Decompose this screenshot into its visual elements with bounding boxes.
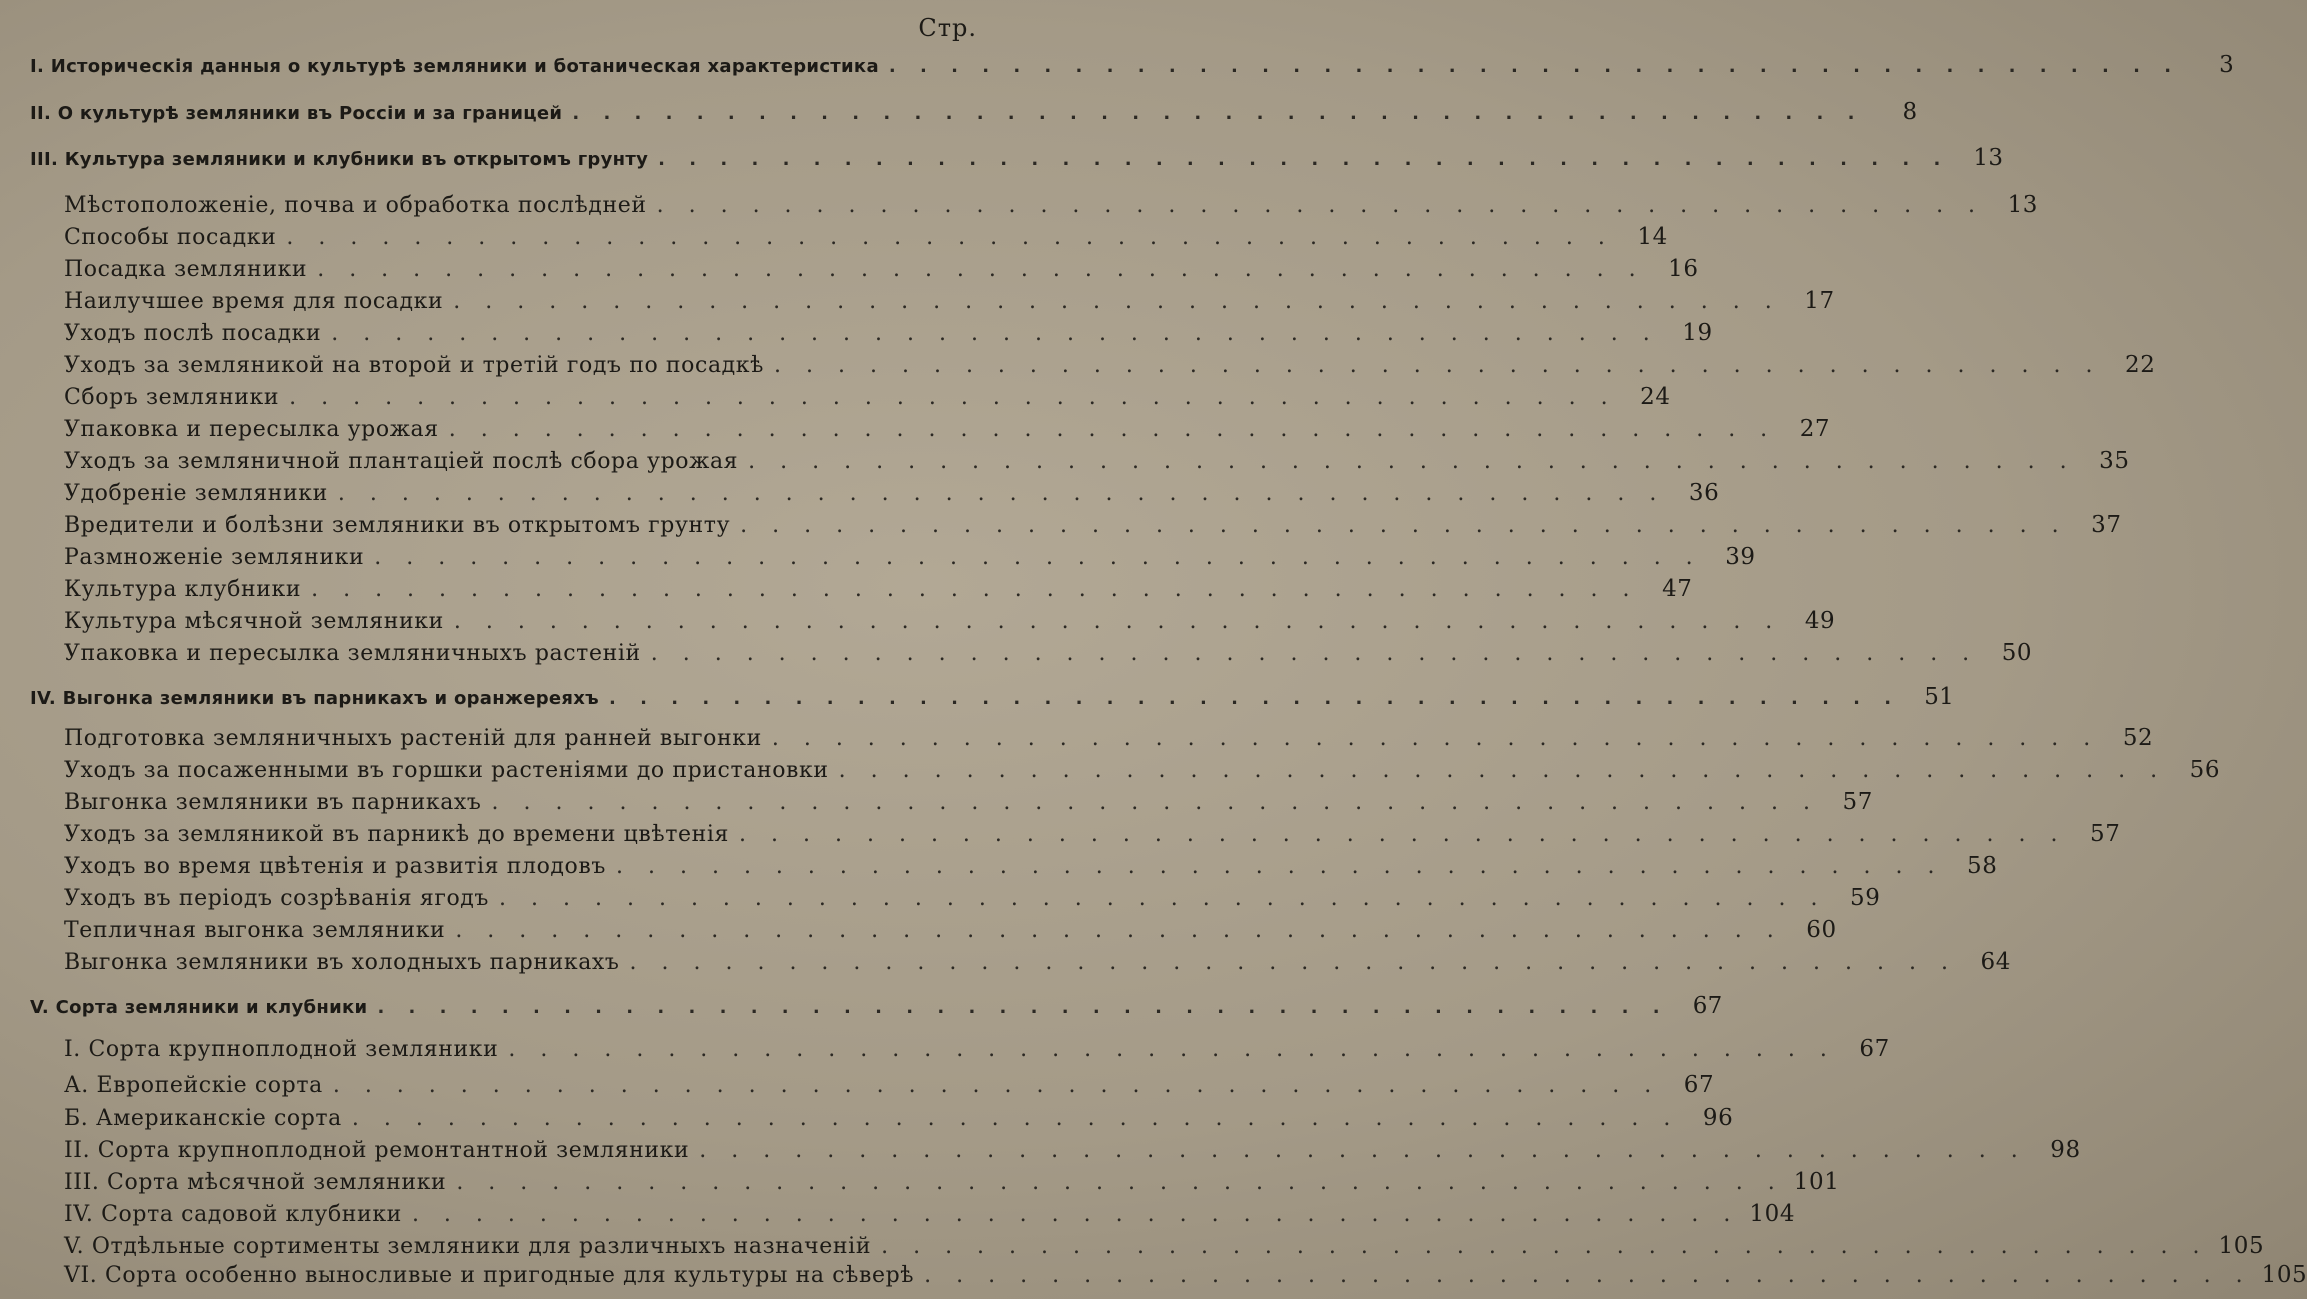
toc-page-number: 52 bbox=[2122, 725, 2154, 751]
toc-page-number: 67 bbox=[1859, 1036, 1890, 1062]
toc-entry-title: II. Сорта крупноплодной ремонтантной земляники bbox=[64, 1138, 690, 1163]
dot-leader: . . . . . . . . . . . . . . . . . . . . . . . . . . . . . . . . . . . . . . . . . . bbox=[924, 1263, 2252, 1288]
toc-entry-title: Культура клубники bbox=[64, 577, 302, 602]
toc-page-number: 59 bbox=[1850, 885, 1881, 911]
toc-page-number: 104 bbox=[1749, 1201, 1796, 1227]
dot-leader: . . . . . . . . . . . . . . . . . . . . . . . . . . . . . . . . . . . . . . . . . . bbox=[881, 1234, 2209, 1259]
toc-entry-title: Уходъ за земляникой на второй и третій годъ по посадкѣ bbox=[64, 353, 765, 378]
toc-page-number: 39 bbox=[1725, 544, 1756, 570]
toc-page-number: 19 bbox=[1682, 320, 1713, 346]
toc-page-number: 60 bbox=[1806, 917, 1837, 943]
toc-entry-title: Вредители и болѣзни земляники въ открытомъ грунту bbox=[64, 513, 731, 538]
dot-leader: . . . . . . . . . . . . . . . . . . . . . . . . . . . . . . . . . . . . . . . . . . bbox=[616, 854, 1944, 879]
dot-leader: . . . . . . . . . . . . . . . . . . . . . . . . . . . . . . . . . . . . . . . . . . bbox=[572, 103, 1864, 124]
toc-section-row bbox=[0, 725, 2154, 751]
toc-entry-title: VI. Сорта особенно выносливые и пригодные для культуры на сѣверѣ bbox=[64, 1263, 915, 1288]
toc-page-number: 101 bbox=[1793, 1169, 1840, 1195]
toc-section-row bbox=[0, 384, 1671, 410]
toc-section-row bbox=[0, 640, 2033, 666]
dot-leader: . . . . . . . . . . . . . . . . . . . . . . . . . . . . . . . . . . . . . . . . . . bbox=[455, 918, 1783, 943]
toc-entry-title: Сборъ земляники bbox=[64, 385, 280, 410]
toc-page-number: 3 bbox=[2219, 52, 2235, 78]
toc-entry-title: III. Культура земляники и клубники въ открытомъ грунту bbox=[30, 149, 649, 170]
toc-entry-title: Посадка земляники bbox=[64, 257, 308, 282]
dot-leader: . . . . . . . . . . . . . . . . . . . . . . . . . . . . . . . . . . . . . . . . . . bbox=[453, 609, 1782, 634]
toc-page-number: 57 bbox=[2090, 821, 2121, 847]
toc-entry-title: IV. Выгонка земляники въ парникахъ и оранжереяхъ bbox=[30, 688, 599, 709]
toc-page-number: 64 bbox=[1980, 949, 2011, 975]
toc-entry-title: Культура мѣсячной земляники bbox=[64, 609, 444, 634]
toc-entry-title: Б. Американскіе сорта bbox=[64, 1106, 342, 1131]
toc-entry-title: I. Сорта крупноплодной земляники bbox=[64, 1037, 499, 1062]
toc-entry-title: Уходъ за земляничной плантаціей послѣ сбора урожая bbox=[64, 449, 739, 474]
toc-page-number: 67 bbox=[1692, 993, 1723, 1019]
dot-leader: . . . . . . . . . . . . . . . . . . . . . . . . . . . . . . . . . . . . . . . . . . bbox=[658, 149, 1950, 170]
toc-page-number: 58 bbox=[1966, 853, 1998, 879]
toc-page-number: 67 bbox=[1683, 1072, 1715, 1098]
toc-page-number: 35 bbox=[2099, 448, 2130, 474]
toc-entry-title: III. Сорта мѣсячной земляники bbox=[64, 1170, 447, 1195]
toc-page-number: 105 bbox=[2218, 1233, 2265, 1259]
toc-section-row bbox=[0, 757, 2221, 783]
dot-leader: . . . . . . . . . . . . . . . . . . . . . . . . . . . . . . . . . . . . . . . . . . bbox=[317, 257, 1645, 282]
dot-leader: . . . . . . . . . . . . . . . . . . . . . . . . . . . . . . . . . . . . . . . . . . bbox=[748, 449, 2076, 474]
toc-section-row bbox=[0, 853, 1998, 879]
dot-leader: . . . . . . . . . . . . . . . . . . . . . . . . . . . . . . . . . . . . . . . . . . bbox=[499, 886, 1827, 911]
toc-section-row bbox=[0, 512, 2122, 538]
toc-section-row bbox=[0, 1036, 1890, 1062]
toc-section-row bbox=[0, 544, 1756, 570]
dot-leader: . . . . . . . . . . . . . . . . . . . . . . . . . . . . . . . . . . . . . . . . . . bbox=[453, 289, 1781, 314]
toc-page-number: 13 bbox=[2007, 192, 2039, 218]
toc-entry-title: Подготовка земляничныхъ растеній для ранней выгонки bbox=[64, 726, 762, 751]
dot-leader: . . . . . . . . . . . . . . . . . . . . . . . . . . . . . . . . . . . . . . . . . . bbox=[656, 193, 1985, 218]
toc-section-row bbox=[0, 821, 2121, 847]
toc-section-row bbox=[0, 256, 1699, 282]
dot-leader: . . . . . . . . . . . . . . . . . . . . . . . . . . . . . . . . . . . . . . . . . . bbox=[740, 513, 2068, 538]
dot-leader: . . . . . . . . . . . . . . . . . . . . . . . . . . . . . . . . . . . . . . . . . . bbox=[771, 726, 2100, 751]
toc-section-row bbox=[0, 789, 1873, 815]
toc-page-number: 57 bbox=[1842, 789, 1873, 815]
toc-page-number: 36 bbox=[1688, 480, 1720, 506]
dot-leader: . . . . . . . . . . . . . . . . . . . . . . . . . . . . . . . . . . . . . . . . . . bbox=[332, 1073, 1661, 1098]
dot-leader: . . . . . . . . . . . . . . . . . . . . . . . . . . . . . . . . . . . . . . . . . . bbox=[351, 1106, 1680, 1131]
dot-leader: . . . . . . . . . . . . . . . . . . . . . . . . . . . . . . . . . . . . . . . . . . bbox=[448, 417, 1777, 442]
toc-section-row bbox=[0, 1105, 1734, 1131]
toc-page-number: 16 bbox=[1668, 256, 1699, 282]
toc-entry-title: Мѣстоположеніе, почва и обработка послѣдней bbox=[64, 193, 647, 218]
toc-page-number: 8 bbox=[1902, 99, 1918, 125]
toc-entry-title: II. О культурѣ земляники въ Россіи и за границей bbox=[30, 103, 563, 124]
toc-section-row bbox=[0, 949, 2011, 975]
toc-page-number: 50 bbox=[2001, 640, 2033, 666]
toc-entry-title: V. Сорта земляники и клубники bbox=[30, 997, 368, 1018]
toc-page-number: 56 bbox=[2189, 757, 2221, 783]
toc-entry-title: Выгонка земляники въ холодныхъ парникахъ bbox=[64, 950, 620, 975]
toc-entry-title: Тепличная выгонка земляники bbox=[64, 918, 446, 943]
toc-section-row bbox=[0, 352, 2156, 378]
toc-page-number: 49 bbox=[1804, 608, 1836, 634]
dot-leader: . . . . . . . . . . . . . . . . . . . . . . . . . . . . . . . . . . . . . . . . . . bbox=[508, 1037, 1836, 1062]
toc-section-row bbox=[0, 576, 1693, 602]
dot-leader: . . . . . . . . . . . . . . . . . . . . . . . . . . . . . . . . . . . . . . . . . . bbox=[739, 822, 2067, 847]
toc-section-row bbox=[0, 320, 1713, 346]
toc-section-row bbox=[0, 480, 1720, 506]
page-column-header: Стр. bbox=[918, 14, 977, 42]
dot-leader: . . . . . . . . . . . . . . . . . . . . . . . . . . . . . . . . . . . . . . . . . . bbox=[411, 1202, 1740, 1227]
toc-entry-title: Уходъ за земляникой въ парникѣ до времени цвѣтенія bbox=[64, 822, 730, 847]
toc-page-number: 51 bbox=[1924, 684, 1955, 710]
toc-page-number: 24 bbox=[1640, 384, 1671, 410]
dot-leader: . . . . . . . . . . . . . . . . . . . . . . . . . . . . . . . . . . . . . . . . . . bbox=[774, 353, 2102, 378]
toc-entry-title: Наилучшее время для посадки bbox=[64, 289, 444, 314]
toc-chapter-row bbox=[0, 52, 2235, 78]
toc-entry-title: Уходъ въ періодъ созрѣванія ягодъ bbox=[64, 886, 490, 911]
toc-entry-title: Уходъ во время цвѣтенія и развитія плодовъ bbox=[64, 854, 606, 879]
dot-leader: . . . . . . . . . . . . . . . . . . . . . . . . . . . . . . . . . . . . . . . . . . bbox=[331, 321, 1659, 346]
toc-page-number: 14 bbox=[1637, 224, 1668, 250]
toc-chapter-row bbox=[0, 145, 2004, 171]
dot-leader: . . . . . . . . . . . . . . . . . . . . . . . . . . . . . . . . . . . . . . . . . . bbox=[491, 790, 1819, 815]
toc-section-row bbox=[0, 1201, 1796, 1227]
toc-section-row bbox=[0, 416, 1831, 442]
toc-section-row bbox=[0, 608, 1836, 634]
toc-chapter-row bbox=[0, 993, 1723, 1019]
dot-leader: . . . . . . . . . . . . . . . . . . . . . . . . . . . . . . . . . . . . . . . . . . bbox=[377, 997, 1669, 1018]
toc-section-row bbox=[0, 1169, 1840, 1195]
toc-entry-title: Выгонка земляники въ парникахъ bbox=[64, 790, 482, 815]
toc-entry-title: Удобреніе земляники bbox=[64, 481, 328, 506]
toc-page-number: 47 bbox=[1662, 576, 1693, 602]
toc-entry-title: Упаковка и пересылка земляничныхъ растеній bbox=[64, 641, 641, 666]
toc-page-number: 98 bbox=[2050, 1137, 2081, 1163]
toc-entry-title: I. Историческія данныя о культурѣ земляники и ботаническая характеристика bbox=[30, 56, 879, 77]
toc-section-row bbox=[0, 1137, 2081, 1163]
toc-page-number: 96 bbox=[1702, 1105, 1734, 1131]
toc-section-row bbox=[0, 288, 1835, 314]
toc-entry-title: Размноженіе земляники bbox=[64, 545, 365, 570]
dot-leader: . . . . . . . . . . . . . . . . . . . . . . . . . . . . . . . . . . . . . . . . . . bbox=[609, 688, 1901, 709]
toc-section-row bbox=[0, 192, 2039, 218]
dot-leader: . . . . . . . . . . . . . . . . . . . . . . . . . . . . . . . . . . . . . . . . . . bbox=[629, 950, 1957, 975]
dot-leader: . . . . . . . . . . . . . . . . . . . . . . . . . . . . . . . . . . . . . . . . . . bbox=[650, 641, 1979, 666]
toc-section-row bbox=[0, 1072, 1715, 1098]
toc-entry-title: Упаковка и пересылка урожая bbox=[64, 417, 439, 442]
toc-section-row bbox=[0, 1262, 2307, 1288]
toc-entry-title: Способы посадки bbox=[64, 225, 277, 250]
dot-leader: . . . . . . . . . . . . . . . . . . . . . . . . . . . . . . . . . . . . . . . . . . bbox=[289, 385, 1617, 410]
dot-leader: . . . . . . . . . . . . . . . . . . . . . . . . . . . . . . . . . . . . . . . . . . bbox=[888, 56, 2181, 77]
toc-page-number: 13 bbox=[1973, 145, 2004, 171]
toc-page-number: 27 bbox=[1799, 416, 1831, 442]
toc-page-number: 17 bbox=[1804, 288, 1835, 314]
toc-section-row bbox=[0, 917, 1837, 943]
dot-leader: . . . . . . . . . . . . . . . . . . . . . . . . . . . . . . . . . . . . . . . . . . bbox=[337, 481, 1666, 506]
toc-entry-title: Уходъ послѣ посадки bbox=[64, 321, 322, 346]
toc-section-row bbox=[0, 448, 2130, 474]
dot-leader: . . . . . . . . . . . . . . . . . . . . . . . . . . . . . . . . . . . . . . . . . . bbox=[456, 1170, 1784, 1195]
toc-page-number: 105 bbox=[2261, 1262, 2307, 1288]
toc-entry-title: V. Отдѣльные сортименты земляники для различныхъ назначеній bbox=[64, 1234, 872, 1259]
dot-leader: . . . . . . . . . . . . . . . . . . . . . . . . . . . . . . . . . . . . . . . . . . bbox=[286, 225, 1614, 250]
dot-leader: . . . . . . . . . . . . . . . . . . . . . . . . . . . . . . . . . . . . . . . . . . bbox=[838, 758, 2167, 783]
toc-page-number: 37 bbox=[2091, 512, 2122, 538]
toc-section-row bbox=[0, 224, 1668, 250]
toc-entry-title: А. Европейскіе сорта bbox=[64, 1073, 323, 1098]
dot-leader: . . . . . . . . . . . . . . . . . . . . . . . . . . . . . . . . . . . . . . . . . . bbox=[311, 577, 1639, 602]
toc-entry-title: IV. Сорта садовой клубники bbox=[64, 1202, 402, 1227]
toc-section-row bbox=[0, 1233, 2265, 1259]
toc-chapter-row bbox=[0, 684, 1955, 710]
dot-leader: . . . . . . . . . . . . . . . . . . . . . . . . . . . . . . . . . . . . . . . . . . bbox=[374, 545, 1702, 570]
dot-leader: . . . . . . . . . . . . . . . . . . . . . . . . . . . . . . . . . . . . . . . . . . bbox=[699, 1138, 2027, 1163]
toc-page-number: 22 bbox=[2125, 352, 2156, 378]
toc-entry-title: Уходъ за посаженными въ горшки растеніями до пристановки bbox=[64, 758, 829, 783]
toc-section-row bbox=[0, 885, 1881, 911]
toc-chapter-row bbox=[0, 99, 1918, 125]
